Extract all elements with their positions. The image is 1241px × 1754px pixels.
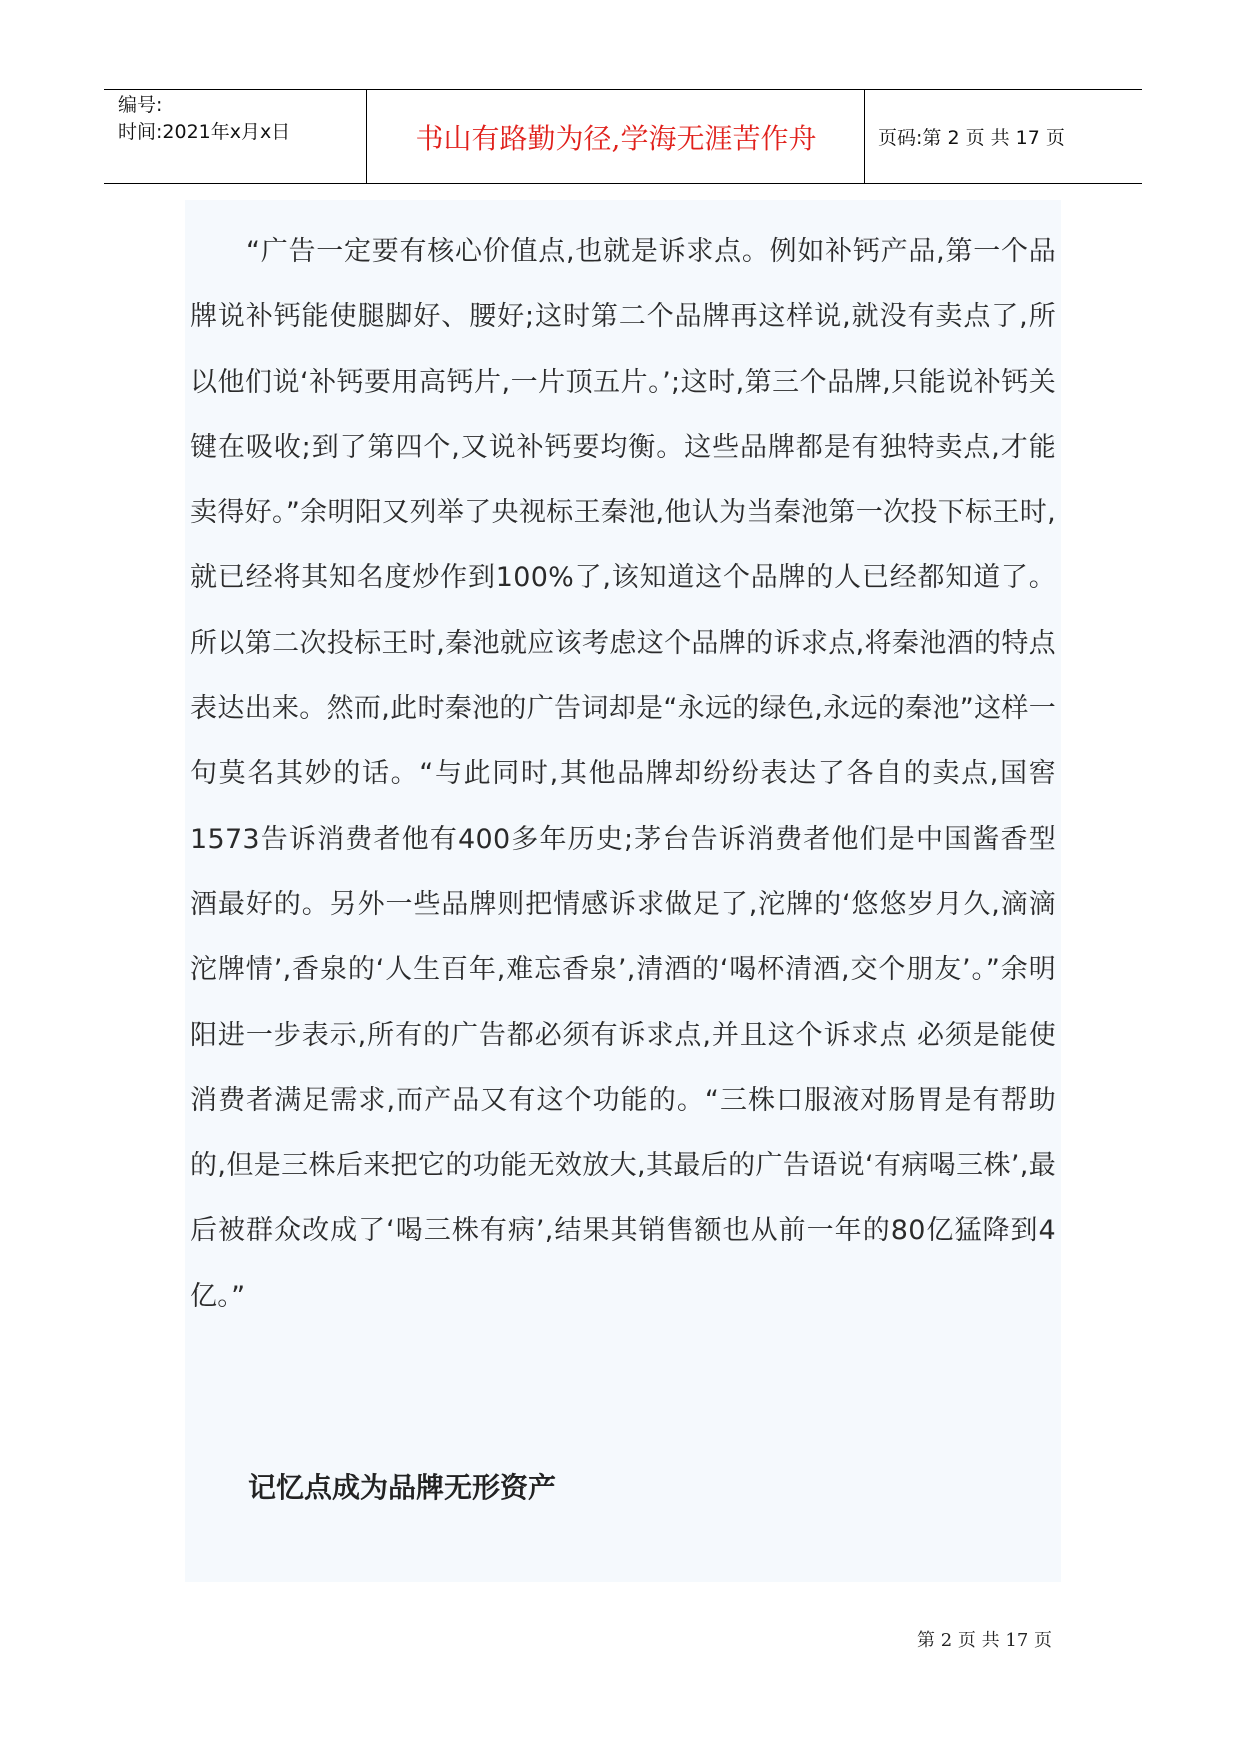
header-meta [118, 92, 290, 146]
article-paragraph: “广告一定要有核心价值点,也就是诉求点。例如补钙产品,第一个品牌说补钙能使腿脚好、腰好;这时第二个品牌再这样说,就没有卖点了,所以他们说‘补钙要用高钙片,一片顶五片。’;这时,第三个品牌,只能说补钙关键在吸收;到了第四个,又说补钙要均衡。这些品牌都是有独特卖点,才能卖得好。”余明阳又列举了央视标王秦池,他认为当秦池第一次投下标王时,就已经将其知名度炒作到100%了,该知道这个品牌的人已经都知道了。所以第二次投标王时,秦池就应该考虑这个品牌的诉求点,将秦池酒的特点表达出来。然而,此时秦池的广告词却是“永远的绿色,永远的秦池”这样一句莫名其妙的话。“与此同时,其他品牌却纷纷表达了各自的卖点,国窖1573告诉消费者他有400多年历史;茅台告诉消费者他们是中国酱香型酒最好的。另外一些品牌则把情感诉求做足了,沱牌的‘悠悠岁月久,滴滴沱牌情’,香泉的‘人生百年,难忘香泉’,清酒的‘喝杯清酒,交个朋友’。”余明阳进一步表示,所有的广告都必须有诉求点,并且这个诉求点 必须是能使消费者满足需求,而产品又有这个功能的。“三株口服液对肠胃是有帮助的,但是三株后来把它的功能无效放大,其最后的广告语说‘有病喝三株’,最后被群众改成了‘喝三株有病’,结果其销售额也从前一年的80亿猛降到4亿。” [190, 236, 1056, 1312]
document-header [104, 89, 1142, 184]
section-subheading: 记忆点成为品牌无形资产 [248, 1471, 557, 1504]
number-label: 编号: [118, 94, 163, 116]
motto: 书山有路勤为径,学海无涯苦作舟 [415, 121, 817, 155]
time-label: 时间:2021年x月x日 [118, 121, 291, 143]
page-footer: 第 2 页 共 17 页 [917, 1630, 1052, 1651]
page-label: 页码:第 2 页 共 17 页 [878, 127, 1065, 149]
